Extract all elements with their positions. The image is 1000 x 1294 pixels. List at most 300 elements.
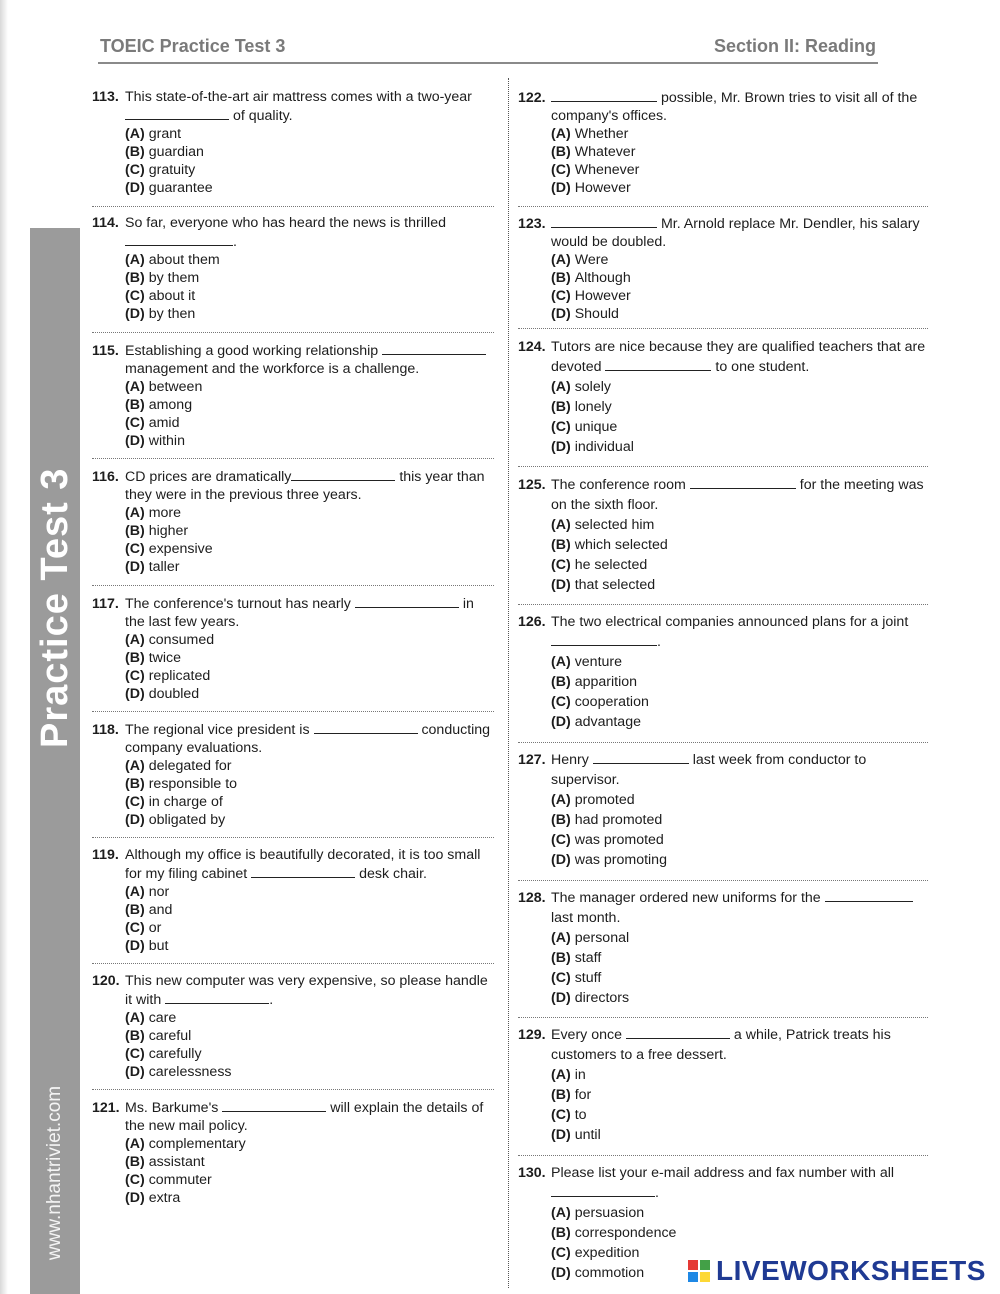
question-119 bbox=[92, 846, 497, 955]
option-letter: (D) bbox=[125, 433, 145, 449]
option-text: assistant bbox=[148, 1154, 205, 1170]
question-stem bbox=[92, 88, 497, 125]
question-118 bbox=[92, 720, 497, 829]
answer-option[interactable] bbox=[551, 948, 928, 968]
answer-option[interactable] bbox=[125, 685, 497, 703]
question-stem bbox=[518, 88, 928, 125]
option-text: guarantee bbox=[148, 180, 213, 196]
answer-option[interactable] bbox=[125, 504, 497, 522]
option-text: about them bbox=[148, 252, 220, 268]
option-letter: (D) bbox=[125, 686, 145, 702]
option-text: which selected bbox=[574, 537, 668, 553]
answer-option[interactable] bbox=[551, 928, 928, 948]
answer-option[interactable] bbox=[551, 712, 928, 732]
option-letter: (B) bbox=[125, 650, 145, 666]
answer-option[interactable] bbox=[125, 1009, 497, 1027]
option-letter: (B) bbox=[125, 1028, 145, 1044]
answer-option[interactable] bbox=[125, 1189, 497, 1207]
question-number: 125. bbox=[518, 477, 546, 493]
separator bbox=[518, 1155, 928, 1156]
option-text: apparition bbox=[574, 674, 638, 690]
answer-option[interactable] bbox=[125, 558, 497, 576]
separator bbox=[518, 604, 928, 605]
answer-blank[interactable] bbox=[626, 1025, 730, 1039]
option-text: expensive bbox=[148, 541, 213, 557]
answer-options bbox=[92, 504, 497, 576]
stem-text: The conference's turnout has nearly bbox=[125, 596, 351, 612]
separator bbox=[518, 1017, 928, 1018]
option-letter: (C) bbox=[125, 415, 145, 431]
question-124 bbox=[518, 337, 928, 457]
question-number: 120. bbox=[92, 973, 120, 989]
question-number: 129. bbox=[518, 1027, 546, 1043]
option-letter: (A) bbox=[551, 930, 571, 946]
answer-option[interactable] bbox=[125, 143, 497, 161]
answer-option[interactable] bbox=[125, 649, 497, 667]
option-letter: (D) bbox=[125, 559, 145, 575]
option-letter: (B) bbox=[125, 144, 145, 160]
answer-option[interactable] bbox=[551, 269, 928, 287]
answer-option[interactable] bbox=[551, 377, 928, 397]
side-tab bbox=[30, 228, 80, 1294]
answer-blank[interactable] bbox=[165, 990, 269, 1004]
option-text: replicated bbox=[148, 668, 211, 684]
question-127 bbox=[518, 750, 928, 870]
option-letter: (A) bbox=[551, 654, 571, 670]
option-letter: (B) bbox=[551, 1225, 571, 1241]
option-letter: (A) bbox=[125, 505, 145, 521]
stem-text: The conference room bbox=[551, 477, 686, 493]
option-letter: (A) bbox=[125, 632, 145, 648]
option-text: that selected bbox=[574, 577, 656, 593]
option-text: Although bbox=[574, 270, 631, 286]
answer-option[interactable] bbox=[551, 988, 928, 1008]
answer-option[interactable] bbox=[551, 810, 928, 830]
answer-options bbox=[92, 1135, 497, 1207]
answer-option[interactable] bbox=[125, 161, 497, 179]
stem-text: will explain the details of the new mail policy. bbox=[125, 1100, 484, 1134]
logo-square-yellow bbox=[700, 1272, 710, 1282]
option-text: delegated for bbox=[148, 758, 232, 774]
option-text: staff bbox=[574, 950, 602, 966]
option-text: Were bbox=[574, 252, 609, 268]
answer-option[interactable] bbox=[551, 179, 928, 197]
option-text: selected him bbox=[574, 517, 655, 533]
answer-option[interactable] bbox=[551, 1105, 928, 1125]
option-text: However bbox=[574, 288, 631, 304]
stem-text: Establishing a good working relationship bbox=[125, 343, 379, 359]
stem-text: conducting company evaluations. bbox=[125, 722, 491, 756]
logo-square-red bbox=[688, 1260, 698, 1270]
separator bbox=[92, 837, 494, 838]
column-divider bbox=[508, 78, 509, 1288]
option-letter: (A) bbox=[125, 1010, 145, 1026]
answer-blank[interactable] bbox=[605, 357, 711, 371]
answer-option[interactable] bbox=[125, 522, 497, 540]
option-letter: (D) bbox=[551, 990, 571, 1006]
answer-blank[interactable] bbox=[382, 341, 486, 355]
option-letter: (B) bbox=[551, 399, 571, 415]
answer-option[interactable] bbox=[551, 692, 928, 712]
question-113 bbox=[92, 88, 497, 197]
answer-options bbox=[518, 125, 928, 197]
answer-option[interactable] bbox=[125, 378, 497, 396]
option-text: Whatever bbox=[574, 144, 636, 160]
question-stem bbox=[518, 214, 928, 251]
separator bbox=[518, 328, 928, 329]
option-text: or bbox=[148, 920, 162, 936]
option-text: among bbox=[148, 397, 193, 413]
option-letter: (D) bbox=[125, 180, 145, 196]
question-number: 124. bbox=[518, 339, 546, 355]
answer-option[interactable] bbox=[125, 1027, 497, 1045]
option-letter: (C) bbox=[551, 1107, 571, 1123]
answer-blank[interactable] bbox=[551, 214, 657, 228]
option-letter: (D) bbox=[125, 812, 145, 828]
question-114 bbox=[92, 214, 497, 323]
option-text: complementary bbox=[148, 1136, 246, 1152]
answer-option[interactable] bbox=[551, 1203, 928, 1223]
stem-text: This state-of-the-art air mattress comes with a two-year bbox=[125, 89, 472, 105]
option-text: twice bbox=[148, 650, 182, 666]
logo-square-blue bbox=[688, 1272, 698, 1282]
option-letter: (C) bbox=[551, 1245, 571, 1261]
answer-blank[interactable] bbox=[551, 1183, 655, 1197]
answer-blank[interactable] bbox=[222, 1098, 326, 1112]
option-letter: (D) bbox=[551, 852, 571, 868]
answer-option[interactable] bbox=[551, 535, 928, 555]
option-text: stuff bbox=[574, 970, 602, 986]
question-126 bbox=[518, 612, 928, 732]
option-letter: (C) bbox=[551, 419, 571, 435]
answer-options bbox=[518, 652, 928, 732]
answer-option[interactable] bbox=[125, 667, 497, 685]
answer-option[interactable] bbox=[551, 1125, 928, 1145]
option-text: solely bbox=[574, 379, 611, 395]
option-text: had promoted bbox=[574, 812, 663, 828]
option-letter: (C) bbox=[551, 557, 571, 573]
question-stem bbox=[518, 1163, 928, 1203]
answer-option[interactable] bbox=[125, 1135, 497, 1153]
answer-options bbox=[92, 1009, 497, 1081]
option-letter: (C) bbox=[125, 288, 145, 304]
question-number: 114. bbox=[92, 215, 119, 231]
answer-option[interactable] bbox=[551, 652, 928, 672]
answer-option[interactable] bbox=[125, 287, 497, 305]
option-letter: (B) bbox=[551, 144, 571, 160]
separator bbox=[92, 963, 494, 964]
separator bbox=[518, 880, 928, 881]
answer-option[interactable] bbox=[125, 396, 497, 414]
option-letter: (C) bbox=[551, 694, 571, 710]
stem-text: . bbox=[655, 1185, 659, 1201]
option-text: venture bbox=[574, 654, 623, 670]
option-text: he selected bbox=[574, 557, 648, 573]
option-text: but bbox=[148, 938, 169, 954]
option-letter: (A) bbox=[551, 517, 571, 533]
answer-option[interactable] bbox=[551, 143, 928, 161]
separator bbox=[518, 466, 928, 467]
option-letter: (B) bbox=[551, 950, 571, 966]
answer-blank[interactable] bbox=[825, 888, 913, 902]
option-text: carelessness bbox=[148, 1064, 232, 1080]
answer-option[interactable] bbox=[125, 251, 497, 269]
liveworksheets-logo[interactable] bbox=[688, 1254, 988, 1288]
question-number: 126. bbox=[518, 614, 546, 630]
answer-option[interactable] bbox=[551, 1085, 928, 1105]
answer-option[interactable] bbox=[125, 125, 497, 143]
option-letter: (B) bbox=[125, 397, 145, 413]
question-stem bbox=[518, 337, 928, 377]
answer-options bbox=[518, 515, 928, 595]
stem-text: Tutors are nice because they are qualified teachers that are devoted bbox=[551, 339, 926, 375]
option-text: grant bbox=[148, 126, 182, 142]
option-letter: (D) bbox=[551, 306, 571, 322]
option-letter: (C) bbox=[125, 1172, 145, 1188]
answer-option[interactable] bbox=[551, 437, 928, 457]
question-stem bbox=[92, 1098, 497, 1135]
question-121 bbox=[92, 1098, 497, 1207]
separator bbox=[92, 1089, 494, 1090]
answer-option[interactable] bbox=[551, 397, 928, 417]
answer-option[interactable] bbox=[551, 251, 928, 269]
question-stem bbox=[518, 750, 928, 790]
option-letter: (B) bbox=[125, 902, 145, 918]
answer-option[interactable] bbox=[125, 305, 497, 323]
option-letter: (A) bbox=[551, 126, 571, 142]
question-stem bbox=[92, 341, 497, 378]
stem-text: this year than they were in the previous three years. bbox=[125, 469, 485, 503]
option-letter: (B) bbox=[551, 674, 571, 690]
stem-text: Ms. Barkume's bbox=[125, 1100, 219, 1116]
option-letter: (D) bbox=[551, 439, 571, 455]
option-letter: (B) bbox=[125, 523, 145, 539]
option-letter: (D) bbox=[551, 180, 571, 196]
answer-option[interactable] bbox=[125, 631, 497, 649]
option-text: gratuity bbox=[148, 162, 196, 178]
option-text: extra bbox=[148, 1190, 181, 1206]
stem-text: CD prices are dramatically bbox=[125, 469, 292, 485]
question-117 bbox=[92, 594, 497, 703]
option-letter: (C) bbox=[551, 970, 571, 986]
option-letter: (C) bbox=[551, 832, 571, 848]
answer-options bbox=[518, 1065, 928, 1145]
separator bbox=[92, 206, 494, 207]
option-letter: (C) bbox=[551, 288, 571, 304]
answer-option[interactable] bbox=[125, 757, 497, 775]
answer-option[interactable] bbox=[125, 883, 497, 901]
option-letter: (A) bbox=[125, 252, 145, 268]
stem-text: The regional vice president is bbox=[125, 722, 310, 738]
page-edge-shadow bbox=[0, 0, 8, 1294]
answer-option[interactable] bbox=[125, 179, 497, 197]
answer-blank[interactable] bbox=[125, 232, 233, 246]
stem-text: Every once bbox=[551, 1027, 622, 1043]
answer-option[interactable] bbox=[551, 287, 928, 305]
answer-option[interactable] bbox=[125, 1171, 497, 1189]
answer-option[interactable] bbox=[551, 830, 928, 850]
stem-text: The two electrical companies announced plans for a joint bbox=[551, 614, 909, 630]
stem-text: a while, Patrick treats his customers to a free dessert. bbox=[551, 1027, 891, 1063]
stem-text: last month. bbox=[551, 910, 621, 926]
option-text: personal bbox=[574, 930, 630, 946]
stem-text: in the last few years. bbox=[125, 596, 474, 630]
answer-options bbox=[92, 251, 497, 323]
question-number: 128. bbox=[518, 890, 546, 906]
option-text: responsible to bbox=[148, 776, 238, 792]
question-stem bbox=[92, 972, 497, 1009]
answer-blank[interactable] bbox=[690, 475, 796, 489]
question-number: 122. bbox=[518, 90, 546, 106]
logo-grid-icon bbox=[688, 1260, 712, 1284]
answer-option[interactable] bbox=[125, 432, 497, 450]
option-letter: (A) bbox=[551, 1067, 571, 1083]
option-letter: (B) bbox=[551, 270, 571, 286]
section-title: Section II: Reading bbox=[713, 36, 876, 56]
option-letter: (A) bbox=[551, 252, 571, 268]
option-text: by then bbox=[148, 306, 196, 322]
answer-option[interactable] bbox=[551, 555, 928, 575]
answer-options bbox=[92, 883, 497, 955]
option-text: higher bbox=[148, 523, 189, 539]
option-text: advantage bbox=[574, 714, 641, 730]
answer-option[interactable] bbox=[125, 793, 497, 811]
stem-text: The manager ordered new uniforms for the bbox=[551, 890, 821, 906]
answer-blank[interactable] bbox=[251, 864, 355, 878]
answer-option[interactable] bbox=[125, 775, 497, 793]
option-letter: (D) bbox=[125, 1190, 145, 1206]
answer-blank[interactable] bbox=[314, 720, 418, 734]
answer-option[interactable] bbox=[551, 850, 928, 870]
option-letter: (C) bbox=[125, 920, 145, 936]
option-letter: (D) bbox=[125, 938, 145, 954]
question-number: 119. bbox=[92, 847, 119, 863]
answer-blank[interactable] bbox=[291, 467, 395, 481]
option-letter: (B) bbox=[125, 1154, 145, 1170]
answer-option[interactable] bbox=[125, 540, 497, 558]
option-text: in charge of bbox=[148, 794, 223, 810]
separator bbox=[518, 206, 928, 207]
option-text: obligated by bbox=[148, 812, 226, 828]
answer-option[interactable] bbox=[125, 269, 497, 287]
question-stem bbox=[92, 214, 497, 251]
option-text: directors bbox=[574, 990, 630, 1006]
option-letter: (C) bbox=[551, 162, 571, 178]
option-letter: (C) bbox=[125, 1046, 145, 1062]
answer-option[interactable] bbox=[551, 1065, 928, 1085]
option-text: commotion bbox=[574, 1265, 645, 1281]
option-text: for bbox=[574, 1087, 592, 1103]
answer-option[interactable] bbox=[551, 515, 928, 535]
answer-blank[interactable] bbox=[593, 750, 689, 764]
answer-option[interactable] bbox=[125, 1063, 497, 1081]
option-letter: (C) bbox=[125, 541, 145, 557]
option-letter: (B) bbox=[551, 812, 571, 828]
answer-option[interactable] bbox=[125, 919, 497, 937]
answer-option[interactable] bbox=[551, 1223, 928, 1243]
answer-option[interactable] bbox=[551, 575, 928, 595]
answer-option[interactable] bbox=[125, 414, 497, 432]
answer-option[interactable] bbox=[125, 1153, 497, 1171]
question-number: 121. bbox=[92, 1100, 120, 1116]
answer-options bbox=[92, 631, 497, 703]
option-text: by them bbox=[148, 270, 200, 286]
stem-text: So far, everyone who has heard the news is thrilled bbox=[125, 215, 446, 231]
stem-text: to one student. bbox=[715, 359, 810, 375]
question-129 bbox=[518, 1025, 928, 1145]
stem-text: . bbox=[233, 234, 237, 250]
separator bbox=[518, 742, 928, 743]
option-text: amid bbox=[148, 415, 180, 431]
answer-option[interactable] bbox=[551, 672, 928, 692]
option-text: care bbox=[148, 1010, 177, 1026]
page-header bbox=[98, 34, 878, 64]
option-letter: (A) bbox=[551, 792, 571, 808]
question-115 bbox=[92, 341, 497, 450]
stem-text: desk chair. bbox=[359, 866, 427, 882]
separator bbox=[92, 711, 494, 712]
answer-option[interactable] bbox=[125, 1045, 497, 1063]
answer-options bbox=[92, 125, 497, 197]
separator bbox=[92, 458, 494, 459]
option-letter: (A) bbox=[125, 379, 145, 395]
question-number: 118. bbox=[92, 722, 119, 738]
stem-text: Henry bbox=[551, 752, 589, 768]
option-text: careful bbox=[148, 1028, 192, 1044]
answer-blank[interactable] bbox=[551, 88, 657, 102]
stem-text: Please list your e-mail address and fax number with all bbox=[551, 1165, 895, 1181]
stem-text: . bbox=[657, 634, 661, 650]
option-text: within bbox=[148, 433, 185, 449]
answer-option[interactable] bbox=[551, 417, 928, 437]
publisher-url: www.nhantriviet.com bbox=[44, 1085, 65, 1261]
option-letter: (A) bbox=[551, 1205, 571, 1221]
option-text: doubled bbox=[148, 686, 200, 702]
answer-option[interactable] bbox=[551, 161, 928, 179]
answer-option[interactable] bbox=[551, 125, 928, 143]
option-letter: (C) bbox=[125, 668, 145, 684]
stem-text: for the meeting was on the sixth floor. bbox=[551, 477, 924, 513]
answer-option[interactable] bbox=[551, 968, 928, 988]
answer-option[interactable] bbox=[125, 811, 497, 829]
answer-option[interactable] bbox=[125, 937, 497, 955]
question-number: 127. bbox=[518, 752, 546, 768]
logo-text: LIVEWORKSHEETS bbox=[716, 1255, 986, 1286]
question-number: 123. bbox=[518, 216, 546, 232]
option-letter: (B) bbox=[125, 270, 145, 286]
answer-options bbox=[518, 928, 928, 1008]
option-letter: (A) bbox=[551, 379, 571, 395]
answer-option[interactable] bbox=[551, 305, 928, 323]
stem-text: of quality. bbox=[232, 108, 293, 124]
question-stem bbox=[92, 720, 497, 757]
answer-options bbox=[92, 378, 497, 450]
answer-options bbox=[92, 757, 497, 829]
option-text: guardian bbox=[148, 144, 204, 160]
option-letter: (B) bbox=[551, 537, 571, 553]
answer-blank[interactable] bbox=[551, 632, 657, 646]
answer-option[interactable] bbox=[125, 901, 497, 919]
answer-options bbox=[518, 377, 928, 457]
option-text: more bbox=[148, 505, 182, 521]
question-120 bbox=[92, 972, 497, 1081]
question-123 bbox=[518, 214, 928, 323]
answer-option[interactable] bbox=[551, 790, 928, 810]
option-text: until bbox=[574, 1127, 601, 1143]
answer-blank[interactable] bbox=[355, 594, 459, 608]
answer-blank[interactable] bbox=[125, 106, 229, 120]
separator bbox=[92, 585, 494, 586]
